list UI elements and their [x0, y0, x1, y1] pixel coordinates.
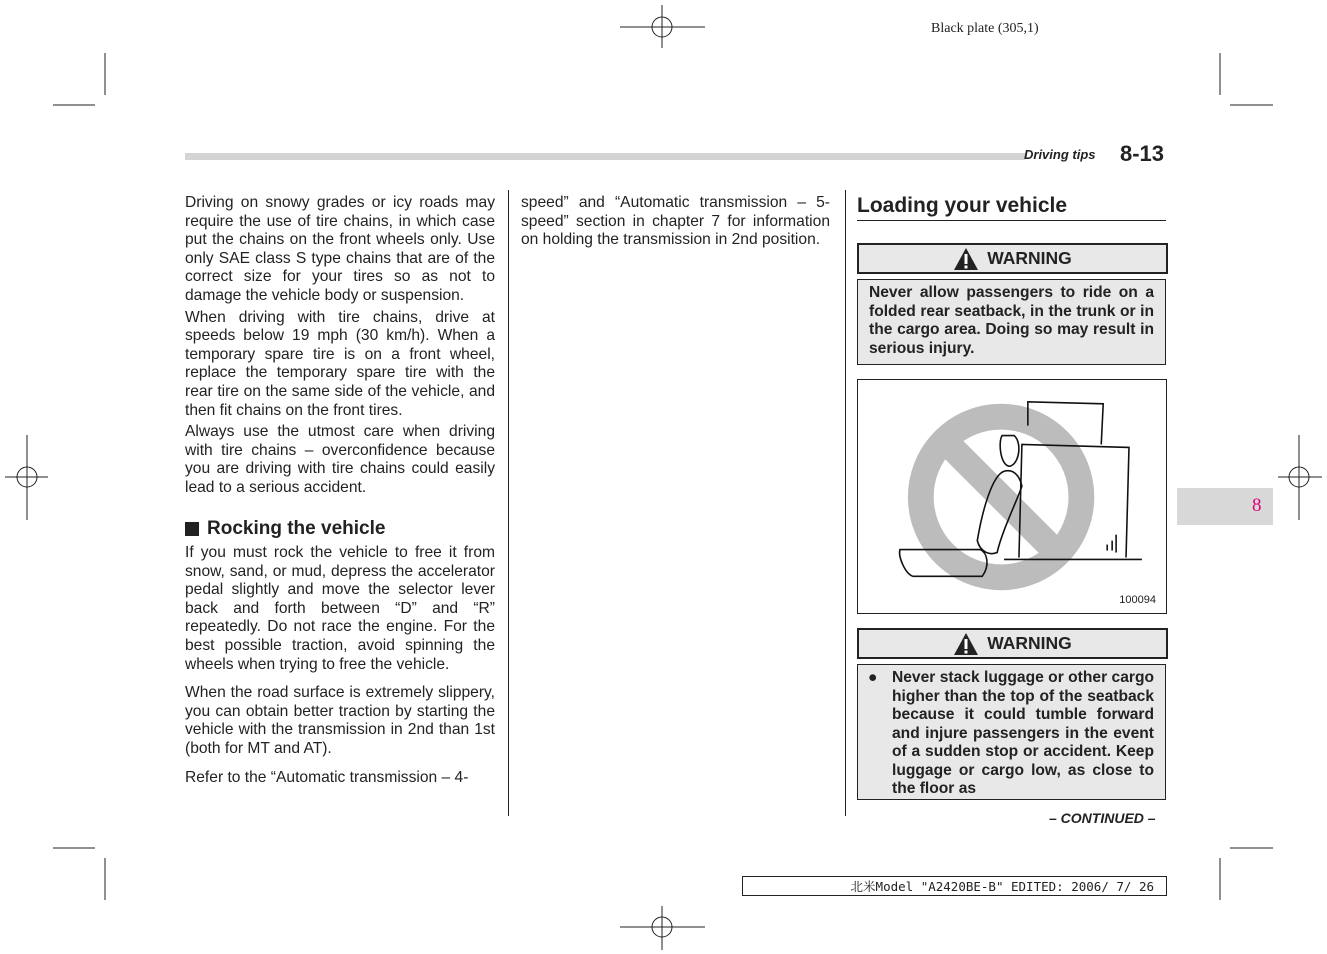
- section-name: Driving tips: [1024, 147, 1096, 162]
- column-divider: [508, 190, 509, 816]
- figure-no-stacking: [857, 379, 1167, 614]
- warning-header: [857, 243, 1168, 274]
- bullet-icon: ●: [868, 669, 878, 686]
- section-heading: [185, 517, 495, 539]
- footer-edit-info: 北米Model "A2420BE-B" EDITED: 2006/ 7/ 26: [742, 876, 1167, 896]
- warning-triangle-icon: [953, 247, 979, 271]
- paragraph: Always use the utmost care when driving with tire chains – overconfidence because you are driving with tire chains could easily lead to a serious accident.: [185, 423, 495, 496]
- chapter-tab-number: 8: [1252, 495, 1262, 516]
- page-number: 8-13: [1120, 141, 1165, 166]
- warning-label: WARNING: [987, 633, 1072, 653]
- chapter-tab: [1177, 488, 1273, 525]
- square-bullet-icon: [185, 522, 199, 536]
- column-divider: [845, 190, 846, 816]
- middle-column: [521, 194, 830, 253]
- left-column: [185, 194, 495, 790]
- paragraph: Driving on snowy grades or icy roads may require the use of tire chains, in which case put the chains on the front wheels only. Use only SAE class S type chains that are of the correct size for your tires so as not to damage the vehicle body or suspension.: [185, 194, 495, 304]
- warning-header: [857, 628, 1168, 659]
- prohibited-cargo-illustration: [858, 380, 1166, 613]
- page-title: Loading your vehicle: [857, 194, 1166, 221]
- warning-text-box: [857, 664, 1166, 800]
- continued-label: – CONTINUED –: [1049, 810, 1156, 826]
- paragraph: When driving with tire chains, drive at speeds below 19 mph (30 km/h). When a temporary spare tire is on a front wheel, replace the temporary spare tire with the rear tire on the same side of the vehicle, and then fit chains on the front tires.: [185, 308, 495, 419]
- header-bar: [185, 153, 1025, 160]
- plate-label: Black plate (305,1): [931, 21, 1039, 36]
- paragraph: When the road surface is extremely slippery, you can obtain better traction by starting the vehicle with the transmission in 2nd than 1st (both for MT and AT).: [185, 684, 495, 758]
- section-heading-text: Rocking the vehicle: [207, 517, 386, 539]
- warning-triangle-icon: [953, 632, 979, 656]
- warning-text-box: Never allow passengers to ride on a folded rear seatback, in the trunk or in the cargo area. Doing so may result in serious injury.: [857, 279, 1166, 365]
- warning-label: WARNING: [987, 248, 1072, 268]
- paragraph: If you must rock the vehicle to free it from snow, sand, or mud, depress the accelerator pedal slightly and move the selector lever back and forth between “D” and “R” repeatedly. Do not race the engine. For the best possible traction, avoid spinning the wheels when trying to free the vehicle.: [185, 544, 495, 673]
- figure-id: 100094: [1119, 594, 1156, 606]
- paragraph: speed” and “Automatic transmission – 5-speed” section in chapter 7 for information on holding the transmission in 2nd position.: [521, 194, 830, 249]
- paragraph: Refer to the “Automatic transmission – 4-: [185, 768, 469, 786]
- warning-text: Never stack luggage or other cargo higher than the top of the seatback because it could tumble forward and injure passengers in the event of a sudden stop or accident. Keep luggage or cargo low, as close to the floor as: [892, 669, 1154, 797]
